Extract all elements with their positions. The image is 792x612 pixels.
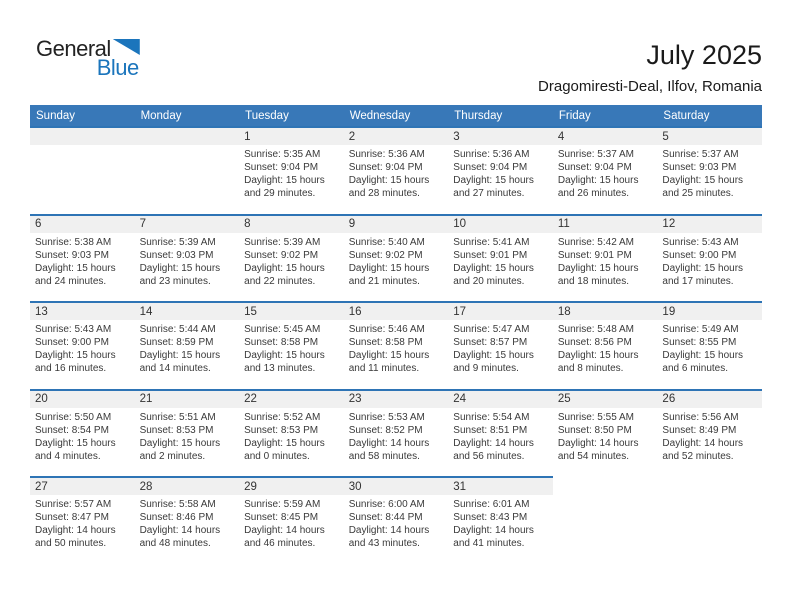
day-details <box>135 320 240 375</box>
day-cell <box>239 389 344 477</box>
weekday-header-friday: Friday <box>558 109 591 122</box>
empty-day-cell <box>553 476 658 564</box>
day-details <box>553 145 658 200</box>
day-number: 23 <box>344 391 449 408</box>
weekday-header-tuesday: Tuesday <box>245 109 289 122</box>
day-number: 8 <box>239 216 344 233</box>
day-cell <box>344 301 449 389</box>
daylight-text: Daylight: 15 hours and 0 minutes. <box>244 437 325 462</box>
day-number: 22 <box>239 391 344 408</box>
sunrise-text: Sunrise: 5:43 AM <box>35 324 112 335</box>
sunset-text: Sunset: 8:53 PM <box>244 424 319 436</box>
daylight-text: Daylight: 14 hours and 48 minutes. <box>139 525 221 549</box>
weekday-header-monday: Monday <box>140 109 182 122</box>
day-number: 7 <box>135 216 240 233</box>
day-details <box>344 233 449 288</box>
day-number: 29 <box>239 478 344 495</box>
day-details <box>448 320 553 375</box>
day-details <box>448 233 553 288</box>
daylight-text: Daylight: 15 hours and 20 minutes. <box>453 262 534 287</box>
sunrise-text: Sunrise: 6:00 AM <box>348 499 425 510</box>
sunrise-text: Sunrise: 5:41 AM <box>453 236 530 248</box>
day-cell <box>344 476 449 564</box>
day-number: 24 <box>448 391 553 408</box>
day-cell <box>448 126 553 214</box>
sunrise-text: Sunrise: 5:47 AM <box>453 324 530 335</box>
day-number: 10 <box>448 216 553 233</box>
day-cell <box>30 214 135 302</box>
day-details <box>344 320 449 375</box>
daylight-text: Daylight: 15 hours and 24 minutes. <box>35 262 116 287</box>
day-cell <box>553 301 658 389</box>
day-details <box>239 320 344 375</box>
day-number: 11 <box>553 216 658 233</box>
day-number: 13 <box>30 303 135 320</box>
sunset-text: Sunset: 9:04 PM <box>244 162 319 173</box>
sunrise-text: Sunrise: 5:57 AM <box>35 499 112 510</box>
day-number: 12 <box>657 216 762 233</box>
sunset-text: Sunset: 8:54 PM <box>35 424 109 436</box>
sunrise-text: Sunrise: 5:39 AM <box>244 236 321 248</box>
day-details <box>657 233 762 288</box>
day-cell <box>657 389 762 477</box>
daylight-text: Daylight: 15 hours and 8 minutes. <box>557 350 639 374</box>
week-row <box>30 389 762 477</box>
day-cell <box>344 214 449 302</box>
day-cell <box>135 389 240 477</box>
logo-triangle-icon <box>113 39 140 55</box>
day-details <box>135 233 240 288</box>
calendar-table <box>30 105 762 564</box>
day-details <box>657 320 762 375</box>
day-details <box>30 495 135 550</box>
sunset-text: Sunset: 9:03 PM <box>662 162 737 173</box>
sunset-text: Sunset: 8:55 PM <box>662 337 737 348</box>
sunrise-text: Sunrise: 5:36 AM <box>453 149 530 160</box>
daylight-text: Daylight: 15 hours and 6 minutes. <box>662 350 744 374</box>
logo-text-blue: Blue <box>96 55 139 80</box>
daylight-text: Daylight: 15 hours and 9 minutes. <box>453 350 534 374</box>
sunset-text: Sunset: 9:01 PM <box>557 249 632 261</box>
day-details <box>553 408 658 463</box>
sunset-text: Sunset: 8:46 PM <box>139 512 214 523</box>
day-number: 1 <box>239 128 344 145</box>
sunrise-text: Sunrise: 5:54 AM <box>453 411 530 423</box>
day-cell <box>553 126 658 214</box>
day-cell <box>553 214 658 302</box>
day-cell <box>657 301 762 389</box>
sunset-text: Sunset: 8:58 PM <box>244 337 319 348</box>
daylight-text: Daylight: 14 hours and 52 minutes. <box>662 437 744 462</box>
day-details <box>448 408 553 463</box>
day-number: 14 <box>135 303 240 320</box>
day-details <box>657 145 762 200</box>
page-subtitle: Dragomiresti-Deal, Ilfov, Romania <box>538 78 762 95</box>
weekday-header-sunday: Sunday <box>36 109 76 122</box>
daylight-text: Daylight: 15 hours and 18 minutes. <box>557 262 639 287</box>
sunrise-text: Sunrise: 5:37 AM <box>662 149 739 160</box>
sunset-text: Sunset: 9:02 PM <box>244 249 319 261</box>
day-cell <box>135 214 240 302</box>
daylight-text: Daylight: 14 hours and 50 minutes. <box>35 525 116 549</box>
day-number: 30 <box>344 478 449 495</box>
sunrise-text: Sunrise: 5:58 AM <box>139 499 216 510</box>
weekday-header-saturday: Saturday <box>663 109 710 122</box>
sunrise-text: Sunrise: 5:42 AM <box>557 236 634 248</box>
sunrise-text: Sunrise: 5:52 AM <box>244 411 321 423</box>
daylight-text: Daylight: 15 hours and 23 minutes. <box>139 262 221 287</box>
sunrise-text: Sunrise: 5:56 AM <box>662 411 739 423</box>
day-number: 19 <box>657 303 762 320</box>
day-number: 20 <box>30 391 135 408</box>
day-cell <box>448 389 553 477</box>
sunrise-text: Sunrise: 5:35 AM <box>244 149 321 160</box>
day-cell <box>239 476 344 564</box>
sunset-text: Sunset: 8:53 PM <box>139 424 214 436</box>
empty-day-band <box>30 128 135 145</box>
sunset-text: Sunset: 9:04 PM <box>557 162 632 173</box>
empty-day-cell <box>30 126 135 214</box>
sunset-text: Sunset: 8:57 PM <box>453 337 528 348</box>
day-cell <box>239 126 344 214</box>
daylight-text: Daylight: 15 hours and 26 minutes. <box>557 175 639 199</box>
week-row <box>30 214 762 302</box>
day-details <box>448 495 553 550</box>
page-title: July 2025 <box>646 40 762 70</box>
daylight-text: Daylight: 15 hours and 2 minutes. <box>139 437 221 462</box>
day-details <box>344 408 449 463</box>
sunrise-text: Sunrise: 5:43 AM <box>662 236 739 248</box>
day-details <box>135 408 240 463</box>
daylight-text: Daylight: 15 hours and 13 minutes. <box>244 350 325 374</box>
day-cell <box>553 389 658 477</box>
day-cell <box>344 389 449 477</box>
day-cell <box>239 301 344 389</box>
day-details <box>30 408 135 463</box>
sunset-text: Sunset: 9:00 PM <box>662 249 737 261</box>
daylight-text: Daylight: 15 hours and 28 minutes. <box>348 175 430 199</box>
daylight-text: Daylight: 14 hours and 54 minutes. <box>557 437 639 462</box>
daylight-text: Daylight: 15 hours and 17 minutes. <box>662 262 744 287</box>
day-number: 31 <box>448 478 553 495</box>
daylight-text: Daylight: 15 hours and 27 minutes. <box>453 175 534 199</box>
sunset-text: Sunset: 8:45 PM <box>244 512 319 523</box>
day-number: 15 <box>239 303 344 320</box>
daylight-text: Daylight: 14 hours and 56 minutes. <box>453 437 534 462</box>
day-number: 25 <box>553 391 658 408</box>
day-cell <box>239 214 344 302</box>
sunrise-text: Sunrise: 5:55 AM <box>557 411 634 423</box>
daylight-text: Daylight: 14 hours and 46 minutes. <box>244 525 325 549</box>
daylight-text: Daylight: 15 hours and 11 minutes. <box>348 350 430 374</box>
daylight-text: Daylight: 15 hours and 29 minutes. <box>244 175 325 199</box>
day-cell <box>448 301 553 389</box>
sunset-text: Sunset: 9:04 PM <box>453 162 528 173</box>
day-details <box>239 408 344 463</box>
empty-day-cell <box>657 476 762 564</box>
day-cell <box>448 476 553 564</box>
sunset-text: Sunset: 8:59 PM <box>139 337 214 348</box>
sunset-text: Sunset: 8:56 PM <box>557 337 632 348</box>
day-details <box>30 233 135 288</box>
day-cell <box>657 126 762 214</box>
sunrise-text: Sunrise: 5:51 AM <box>139 411 216 423</box>
week-row <box>30 476 762 564</box>
sunset-text: Sunset: 8:58 PM <box>348 337 423 348</box>
day-cell <box>344 126 449 214</box>
day-details <box>553 233 658 288</box>
sunrise-text: Sunrise: 5:50 AM <box>35 411 112 423</box>
day-details <box>344 145 449 200</box>
sunset-text: Sunset: 8:52 PM <box>348 424 423 436</box>
logo-text-general: General <box>36 36 111 61</box>
day-number: 18 <box>553 303 658 320</box>
sunset-text: Sunset: 9:00 PM <box>35 337 109 348</box>
calendar-weeks <box>30 126 762 564</box>
day-number: 4 <box>553 128 658 145</box>
sunrise-text: Sunrise: 5:53 AM <box>348 411 425 423</box>
sunrise-text: Sunrise: 5:44 AM <box>139 324 216 335</box>
week-row <box>30 126 762 214</box>
logo <box>36 38 140 79</box>
sunset-text: Sunset: 9:03 PM <box>139 249 214 261</box>
day-cell <box>135 476 240 564</box>
day-details <box>448 145 553 200</box>
day-cell <box>135 301 240 389</box>
daylight-text: Daylight: 15 hours and 21 minutes. <box>348 262 430 287</box>
day-details <box>239 145 344 200</box>
day-details <box>553 320 658 375</box>
day-cell <box>30 476 135 564</box>
day-number: 16 <box>344 303 449 320</box>
daylight-text: Daylight: 15 hours and 14 minutes. <box>139 350 221 374</box>
sunset-text: Sunset: 9:02 PM <box>348 249 423 261</box>
sunset-text: Sunset: 8:49 PM <box>662 424 737 436</box>
week-row <box>30 301 762 389</box>
day-details <box>135 495 240 550</box>
sunset-text: Sunset: 9:04 PM <box>348 162 423 173</box>
daylight-text: Daylight: 15 hours and 16 minutes. <box>35 350 116 374</box>
weekday-header-wednesday: Wednesday <box>349 109 411 122</box>
daylight-text: Daylight: 14 hours and 43 minutes. <box>348 525 430 549</box>
sunrise-text: Sunrise: 5:59 AM <box>244 499 321 510</box>
sunset-text: Sunset: 9:03 PM <box>35 249 109 261</box>
day-number: 17 <box>448 303 553 320</box>
day-number: 5 <box>657 128 762 145</box>
day-details <box>30 320 135 375</box>
sunrise-text: Sunrise: 5:40 AM <box>348 236 425 248</box>
sunrise-text: Sunrise: 5:49 AM <box>662 324 739 335</box>
daylight-text: Daylight: 15 hours and 22 minutes. <box>244 262 325 287</box>
day-cell <box>30 389 135 477</box>
sunset-text: Sunset: 8:47 PM <box>35 512 109 523</box>
day-cell <box>30 301 135 389</box>
sunrise-text: Sunrise: 5:46 AM <box>348 324 425 335</box>
daylight-text: Daylight: 15 hours and 25 minutes. <box>662 175 744 199</box>
sunrise-text: Sunrise: 5:38 AM <box>35 236 112 248</box>
day-cell <box>657 214 762 302</box>
empty-day-band <box>135 128 240 145</box>
weekday-header-thursday: Thursday <box>454 109 503 122</box>
sunrise-text: Sunrise: 5:36 AM <box>348 149 425 160</box>
day-number: 2 <box>344 128 449 145</box>
daylight-text: Daylight: 14 hours and 58 minutes. <box>348 437 430 462</box>
day-number: 28 <box>135 478 240 495</box>
sunset-text: Sunset: 8:50 PM <box>557 424 632 436</box>
day-number: 9 <box>344 216 449 233</box>
day-details <box>344 495 449 550</box>
sunrise-text: Sunrise: 5:37 AM <box>557 149 634 160</box>
sunset-text: Sunset: 8:44 PM <box>348 512 423 523</box>
day-details <box>657 408 762 463</box>
day-number: 26 <box>657 391 762 408</box>
sunrise-text: Sunrise: 5:39 AM <box>139 236 216 248</box>
empty-day-cell <box>135 126 240 214</box>
sunrise-text: Sunrise: 6:01 AM <box>453 499 530 510</box>
sunset-text: Sunset: 8:43 PM <box>453 512 528 523</box>
day-number: 3 <box>448 128 553 145</box>
weekday-header-row <box>30 105 762 126</box>
day-number: 6 <box>30 216 135 233</box>
day-number: 27 <box>30 478 135 495</box>
day-number: 21 <box>135 391 240 408</box>
daylight-text: Daylight: 15 hours and 4 minutes. <box>35 437 116 462</box>
sunset-text: Sunset: 8:51 PM <box>453 424 528 436</box>
day-details <box>239 233 344 288</box>
sunrise-text: Sunrise: 5:45 AM <box>244 324 321 335</box>
daylight-text: Daylight: 14 hours and 41 minutes. <box>453 525 534 549</box>
sunrise-text: Sunrise: 5:48 AM <box>557 324 634 335</box>
day-details <box>239 495 344 550</box>
day-cell <box>448 214 553 302</box>
sunset-text: Sunset: 9:01 PM <box>453 249 528 261</box>
